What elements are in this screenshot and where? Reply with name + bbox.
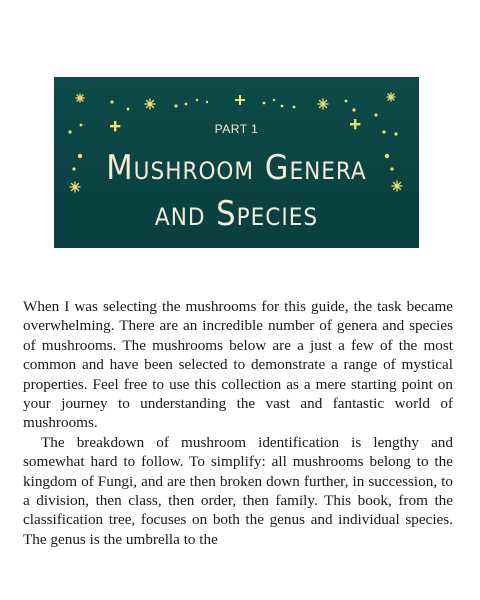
dot-star-icon	[345, 100, 348, 103]
dot-star-icon	[263, 102, 266, 105]
chapter-title	[54, 145, 419, 237]
paragraph-1: When I was selecting the mushrooms for this guide, the task became overwhelming. There are an incredible number of genera and species of mushrooms. The mushrooms below are a just a few of the most common and have been selected to demonstrate a range of mystical properties. Feel free to use this collection as a mere starting point on your journey to understanding the vast and fantastic world of mushrooms.	[23, 298, 453, 432]
sparkle-icon	[76, 94, 84, 102]
body-text	[23, 297, 453, 549]
dot-star-icon	[273, 99, 275, 101]
dot-star-icon	[293, 106, 296, 109]
chapter-title-line-1: Mushroom Genera	[106, 148, 367, 188]
sparkle-icon	[145, 99, 155, 109]
sparkle-icon	[318, 99, 328, 109]
dot-star-icon	[110, 100, 113, 103]
dot-star-icon	[185, 103, 188, 106]
dot-star-icon	[196, 99, 198, 101]
plus-star-icon	[235, 95, 245, 105]
dot-star-icon	[174, 104, 177, 107]
dot-star-icon	[206, 101, 208, 103]
dot-star-icon	[281, 105, 284, 108]
sparkle-icon	[387, 93, 395, 101]
dot-star-icon	[127, 108, 130, 111]
paragraph-2: The breakdown of mushroom identification is lengthy and somewhat hard to follow. To simplify: all mushrooms belong to the kingdom of Fungi, and are then broken down further, in succession, to a division, then class, then order, then family. This book, from the classification tree, focuses on both the genus and individual species. The genus is the umbrella to the	[23, 433, 453, 548]
dot-star-icon	[352, 108, 355, 111]
chapter-title-line-2: and Species	[154, 194, 319, 234]
part-label: PART 1	[214, 122, 259, 136]
chapter-banner	[54, 77, 419, 248]
dot-star-icon	[374, 113, 377, 116]
